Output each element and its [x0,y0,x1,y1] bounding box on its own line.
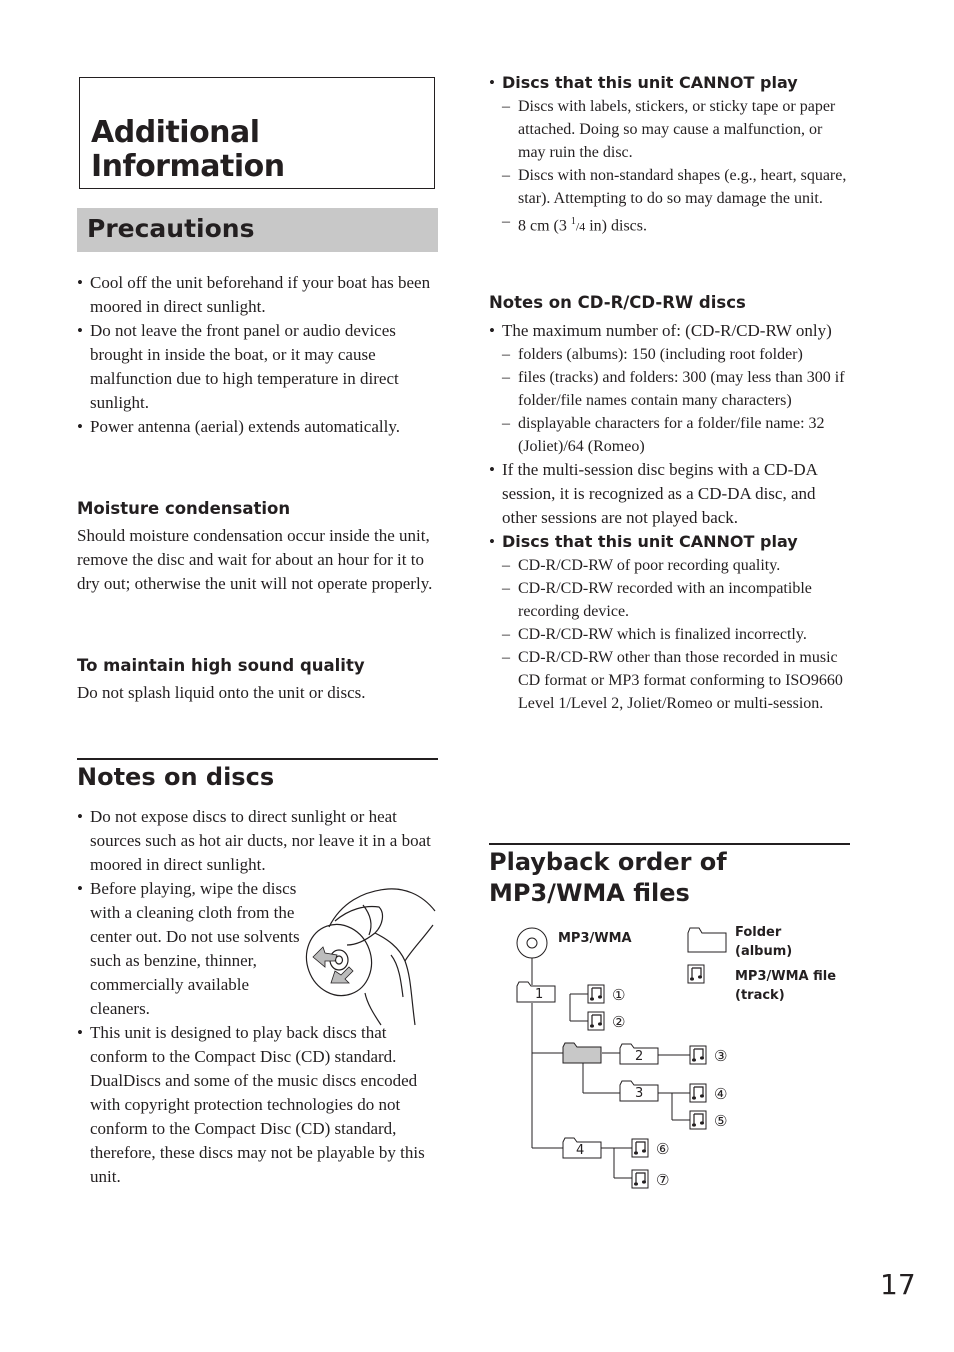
music-note-icon [632,1139,648,1157]
list-item: • If the multi-session disc begins with a CD-DA session, it is recognized as a CD-DA disc, and other sessions are not played back. [489,458,851,530]
svg-text:①: ① [612,986,626,1004]
music-note-icon [690,1111,706,1129]
notes-on-discs-heading: Notes on discs [77,763,275,791]
page-title: Additional Information [91,115,285,184]
svg-text:3: 3 [635,1086,644,1101]
list-item: – CD-R/CD-RW which is finalized incorrectly. [489,623,851,646]
page-number: 17 [880,1268,916,1301]
list-item: • The maximum number of: (CD-R/CD-RW only) [489,319,851,343]
svg-text:4: 4 [576,1143,585,1158]
folder-4 [563,1138,601,1158]
svg-text:③: ③ [714,1047,728,1065]
cannot-play-heading: Discs that this unit CANNOT play [502,532,798,551]
legend [688,925,836,1003]
legend-folder-label: (album) [735,944,793,959]
svg-text:⑤: ⑤ [714,1112,728,1130]
track-1 [588,985,625,1004]
list-item: – displayable characters for a folder/file name: 32 (Joliet)/64 (Romeo) [489,412,851,458]
title-box [79,77,435,189]
disc-icon [517,928,547,958]
svg-text:1: 1 [535,987,544,1002]
track-5 [690,1111,727,1130]
music-note-icon [690,1046,706,1064]
list-item: – folders (albums): 150 (including root folder) [489,343,851,366]
folder-3 [620,1081,658,1101]
list-item: • This unit is designed to play back discs that conform to the Compact Disc (CD) standard. DualDiscs and some of the music discs encoded with copyright protection technologies do not conform to the Compact Disc (CD) standard, therefore, these discs may not be playable by this unit. [77,1021,439,1189]
legend-file-label: MP3/WMA file [735,969,837,984]
list-item: – CD-R/CD-RW recorded with an incompatible recording device. [489,577,851,623]
list-item: • Power antenna (aerial) extends automatically. [77,415,439,439]
folder-1 [517,982,555,1002]
arrow-icon [313,947,337,967]
moisture-heading: Moisture condensation [77,499,291,518]
cdr-notes-block: • The maximum number of: (CD-R/CD-RW only) – folders (albums): 150 (including root folder) – files (tracks) and folders: 300 (may less than 300 if folder/file names contain many characters) – displayable characters for a folder/file name: 32 (Joliet)/64 (Romeo) • If the multi-session disc begins with a CD-DA session, it is recognized as a CD-DA disc, and other sessions are not played back. • Discs that this unit CANNOT play – CD-R/CD-RW of poor recording quality. – CD-R/CD-RW recorded with an incompatible recording device. – CD-R/CD-RW which is finalized incorrectly. – CD-R/CD-RW other than those recorded in music CD format or MP3 format conforming to ISO9660 Level 1/Level 2, Joliet/Romeo or multi-session. [489,319,851,715]
music-note-icon [632,1170,648,1188]
precautions-heading-bar [77,208,438,252]
music-note-icon [588,1012,604,1030]
track-4 [690,1084,727,1103]
list-item: – files (tracks) and folders: 300 (may less than 300 if folder/file names contain many characters) [489,366,851,412]
list-item: • Do not expose discs to direct sunlight or heat sources such as hot air ducts, nor leave it in a boat moored in direct sunlight. [77,805,439,877]
list-item: • Cool off the unit beforehand if your boat has been moored in direct sunlight. [77,271,439,319]
music-note-icon [690,1084,706,1102]
moisture-text: Should moisture condensation occur inside the unit, remove the disc and wait for about an hour for it to dry out; otherwise the unit will not operate properly. [77,526,433,593]
list-item: • Do not leave the front panel or audio devices brought in inside the boat, or it may cause malfunction due to high temperature in direct sunlight. [77,319,439,415]
section-rule [77,758,438,760]
svg-text:②: ② [612,1013,626,1031]
sound-quality-heading: To maintain high sound quality [77,656,365,675]
disc-cleaning-illustration [303,885,439,1035]
playback-order-heading: Playback order of MP3/WMA files [489,848,727,907]
music-note-icon [688,965,704,983]
legend-folder-icon [688,928,726,952]
cannot-play-block-1: • Discs that this unit CANNOT play – Discs with labels, stickers, or sticky tape or paper attached. Doing so may cause a malfunction, or may ruin the disc. – Discs with non-standard shapes (e.g., heart, square, star). Attempting to do so may damage the unit. – 8 cm (3 $^1$/4 in) discs. [489,71,851,238]
folder-root-grey [563,1043,601,1063]
disc-label: MP3/WMA [558,931,632,946]
cannot-play-heading: Discs that this unit CANNOT play [502,73,798,92]
list-item: – 8 cm (3 $^1$/4 in) discs. [489,210,851,238]
list-item: – CD-R/CD-RW other than those recorded in music CD format or MP3 format conforming to ISO9660 Level 1/Level 2, Joliet/Romeo or multi-session. [489,646,851,715]
legend-folder-label: Folder [735,925,782,940]
list-item: – Discs with labels, stickers, or sticky tape or paper attached. Doing so may cause a malfunction, or may ruin the disc. [489,95,851,164]
list-item: • Before playing, wipe the discs with a cleaning cloth from the center out. Do not use solvents such as benzine, thinner, commercially available cleaners. [77,877,302,1021]
svg-text:④: ④ [714,1085,728,1103]
list-item: – Discs with non-standard shapes (e.g., heart, square, star). Attempting to do so may damage the unit. [489,164,851,210]
legend-file-label: (track) [735,988,785,1003]
track-6 [632,1139,669,1158]
list-item: – CD-R/CD-RW of poor recording quality. [489,554,851,577]
playback-order-diagram [510,918,850,1198]
cdr-notes-heading: Notes on CD-R/CD-RW discs [489,293,746,312]
svg-text:⑦: ⑦ [656,1171,670,1189]
track-7 [632,1170,669,1189]
section-rule [489,843,850,845]
folder-2 [620,1044,658,1064]
precautions-list [77,271,439,439]
precautions-heading: Precautions [87,214,255,243]
sound-quality-text: Do not splash liquid onto the unit or discs. [77,683,366,702]
music-note-icon [588,985,604,1003]
svg-text:2: 2 [635,1049,644,1064]
svg-text:⑥: ⑥ [656,1140,670,1158]
track-2 [588,1012,625,1031]
track-3 [690,1046,727,1065]
